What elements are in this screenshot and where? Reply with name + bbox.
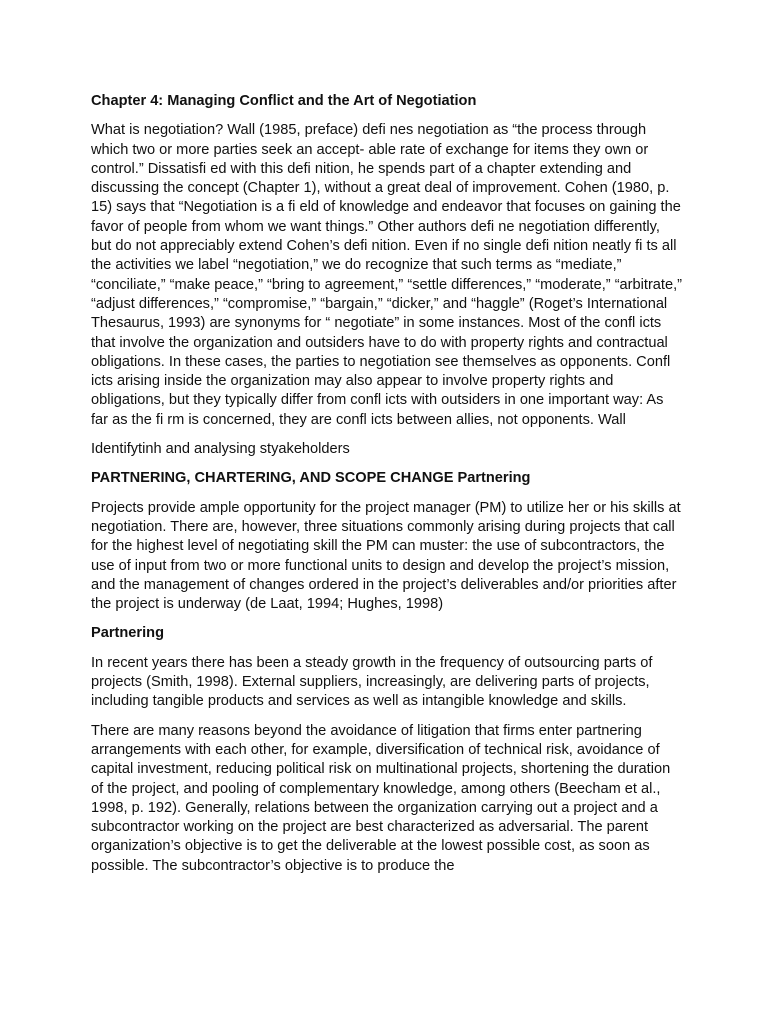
paragraph-negotiation-definition: What is negotiation? Wall (1985, preface) defi nes negotiation as “the process through which two or more parties seek an accept- able rate of exchange for items they own or control.” Dissatisfi ed with this defi nition, he spends part of a chapter extending and discussing the concept (Chapter 1), without a great deal of improvement. Cohen (1980, p. 15) says that “Negotiation is a fi eld of knowledge and endeavor that focuses on gaining the favor of people from whom we want things.” Other authors defi ne negotiation differently, but do not appreciably extend Cohen’s defi nition. Even if no single defi nition neatly fi ts all the activities we label “negotiation,” we do recognize that such terms as “mediate,” “conciliate,” “make peace,” “bring to agreement,” “settle differences,” “moderate,” “arbitrate,” “adjust differences,” “compromise,” “bargain,” “dicker,” and “haggle” (Roget’s International Thesaurus, 1993) are synonyms for “ negotiate” in some instances. Most of the confl icts that involve the organization and outsiders have to do with property rights and contractual obligations. In these cases, the parties to negotiation see themselves as opponents. Confl icts arising inside the organization may also appear to involve property rights and obligations, but they typically differ from confl icts with outsiders in one important way: As far as the fi rm is concerned, they are confl icts between allies, not opponents. Wall [91, 122, 683, 428]
chapter-title: Chapter 4: Managing Conflict and the Art of Negotiation [91, 93, 477, 109]
paragraph-stakeholders-note: Identifytinh and analysing styakeholders [91, 441, 350, 458]
subheading-partnering: Partnering [91, 625, 164, 642]
paragraph-outsourcing: In recent years there has been a steady growth in the frequency of outsourcing parts of projects (Smith, 1998). External suppliers, increasingly, are delivering parts of projects, including tangible products and services as well as intangible knowledge and skills. [91, 654, 653, 710]
document-page [91, 92, 683, 886]
section-heading-partnering: PARTNERING, CHARTERING, AND SCOPE CHANGE Partnering [91, 470, 531, 487]
paragraph-partnering-reasons: There are many reasons beyond the avoidance of litigation that firms enter partnering arrangements with each other, for example, diversification of technical risk, avoidance of capital investment, reducing political risk on multinational projects, shortening the duration of the project, and pooling of complementary knowledge, among others (Beecham et al., 1998, p. 192). Generally, relations between the organization carrying out a project and a subcontractor working on the project are best characterized as adversarial. The parent organization’s objective is to get the deliverable at the lowest possible cost, as soon as possible. The subcontractor’s objective is to produce the [91, 722, 671, 874]
paragraph-project-negotiation: Projects provide ample opportunity for the project manager (PM) to utilize her or his skills at negotiation. There are, however, three situations commonly arising during projects that call for the highest level of negotiating skill the PM can muster: the use of subcontractors, the use of input from two or more functional units to design and develop the project’s mission, and the management of changes ordered in the project’s deliverables and/or priorities after the project is underway (de Laat, 1994; Hughes, 1998) [91, 499, 681, 613]
